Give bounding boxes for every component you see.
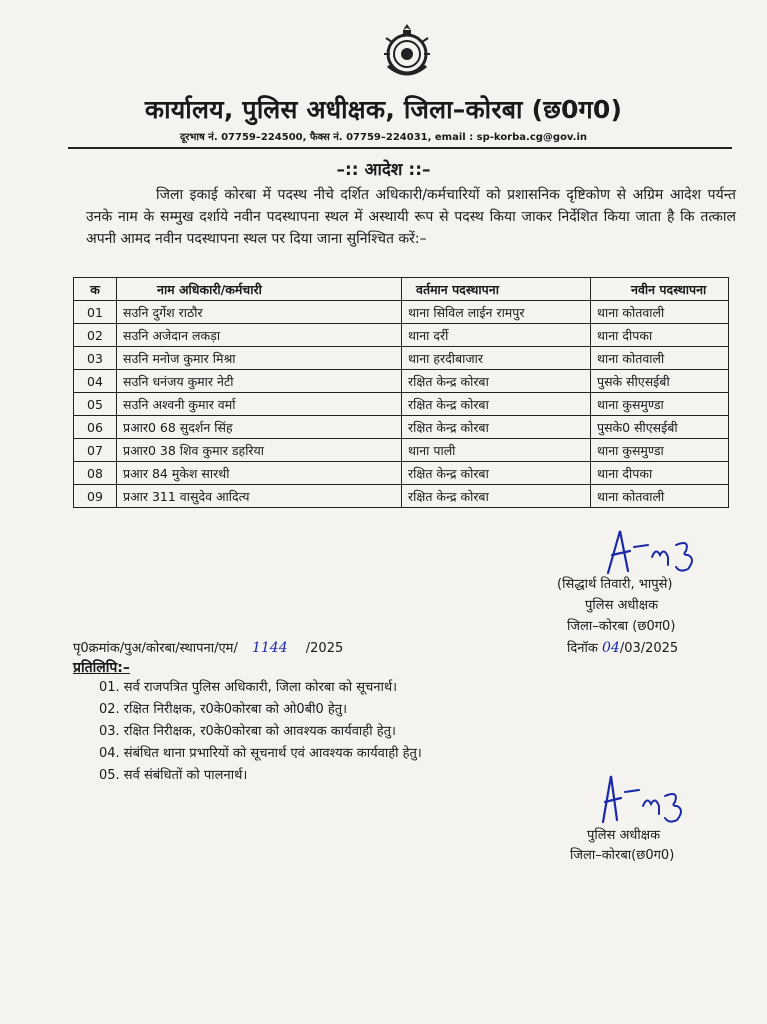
cell-serial: 08 xyxy=(74,462,117,485)
order-date xyxy=(567,638,678,656)
cell-name: सउनि दुर्गेश राठौर xyxy=(117,301,402,324)
list-item: 05. सर्व संबंधितों को पालनार्थ। xyxy=(99,768,248,783)
date-label: दिनॉक xyxy=(567,641,598,656)
col-serial: क xyxy=(74,278,117,301)
cell-current: थाना पाली xyxy=(402,439,591,462)
order-body xyxy=(86,184,736,250)
table-row xyxy=(74,462,729,485)
reference-prefix: पृ0क्रमांक/पुअ/कोरबा/स्थापना/एम/ xyxy=(73,641,238,656)
date-rest: /03/2025 xyxy=(619,641,679,656)
header-divider xyxy=(68,147,732,149)
list-item: 02. रक्षित निरीक्षक, र0के0कोरबा को ओ0बी0 हेतु। xyxy=(99,702,348,717)
police-emblem-icon xyxy=(382,22,432,82)
signatory-district: जिला–कोरबा (छ0ग0) xyxy=(567,619,676,634)
cell-new: थाना कुसमुण्डा xyxy=(591,393,729,416)
cell-serial: 03 xyxy=(74,347,117,370)
cell-new: थाना कोतवाली xyxy=(591,301,729,324)
contact-line: दूरभाष नं. 07759–224500, फैक्स नं. 07759–224031, email : sp-korba.cg@gov.in xyxy=(179,132,587,143)
order-body-text: जिला इकाई कोरबा में पदस्थ नीचे दर्शित अधिकारी/कर्मचारियों को प्रशासनिक दृष्टिकोण से अग्रिम आदेश पर्यन्त उनके नाम के सम्मुख दर्शाये नवीन पदस्थापना स्थल में अस्थायी रूप से पदस्थ किया जाकर निर्देशित किया जाता है कि तत्काल अपनी आमद नवीन पदस्थापना स्थल पर दिया जाना सुनिश्चित करें:– xyxy=(86,187,736,247)
copy-list xyxy=(99,677,422,787)
cell-new: थाना दीपका xyxy=(591,324,729,347)
cell-current: थाना दर्री xyxy=(402,324,591,347)
copy-heading: प्रतिलिपि:– xyxy=(73,660,130,676)
date-handwritten-day: 04 xyxy=(601,640,620,656)
col-current-posting: वर्तमान पदस्थापना xyxy=(402,278,591,301)
reference-handwritten-number: 1144 xyxy=(251,640,288,656)
handwritten-signature-footer xyxy=(585,770,695,830)
cell-serial: 07 xyxy=(74,439,117,462)
cell-name: प्रआर 84 मुकेश सारथी xyxy=(117,462,402,485)
footer-signatory-district: जिला–कोरबा(छ0ग0) xyxy=(570,848,675,863)
cell-serial: 02 xyxy=(74,324,117,347)
cell-serial: 04 xyxy=(74,370,117,393)
cell-new: पुसके सीएसईबी xyxy=(591,370,729,393)
handwritten-signature xyxy=(590,525,710,580)
footer-signatory-designation: पुलिस अधीक्षक xyxy=(587,828,661,843)
reference-number xyxy=(73,638,343,656)
cell-new: थाना कोतवाली xyxy=(591,347,729,370)
cell-serial: 09 xyxy=(74,485,117,508)
cell-current: रक्षित केन्द्र कोरबा xyxy=(402,462,591,485)
table-row xyxy=(74,485,729,508)
cell-current: रक्षित केन्द्र कोरबा xyxy=(402,370,591,393)
col-new-posting: नवीन पदस्थापना xyxy=(591,278,729,301)
table-row xyxy=(74,347,729,370)
cell-name: सउनि अश्वनी कुमार वर्मा xyxy=(117,393,402,416)
office-title: कार्यालय, पुलिस अधीक्षक, जिला–कोरबा (छ0ग0) xyxy=(144,95,623,124)
cell-serial: 01 xyxy=(74,301,117,324)
cell-name: प्रआर 311 वासुदेव आदित्य xyxy=(117,485,402,508)
col-name: नाम अधिकारी/कर्मचारी xyxy=(117,278,402,301)
cell-new: थाना कुसमुण्डा xyxy=(591,439,729,462)
reference-year: /2025 xyxy=(305,641,344,656)
table-row xyxy=(74,416,729,439)
transfer-table xyxy=(73,277,729,508)
list-item: 01. सर्व राजपत्रित पुलिस अधिकारी, जिला कोरबा को सूचनार्थ। xyxy=(99,680,398,695)
cell-serial: 06 xyxy=(74,416,117,439)
table-row xyxy=(74,301,729,324)
cell-current: रक्षित केन्द्र कोरबा xyxy=(402,485,591,508)
cell-new: थाना दीपका xyxy=(591,462,729,485)
cell-name: सउनि मनोज कुमार मिश्रा xyxy=(117,347,402,370)
table-header-row xyxy=(74,278,729,301)
cell-name: सउनि अजेदान लकड़ा xyxy=(117,324,402,347)
cell-name: प्रआर0 68 सुदर्शन सिंह xyxy=(117,416,402,439)
cell-serial: 05 xyxy=(74,393,117,416)
table-row xyxy=(74,370,729,393)
table-row xyxy=(74,393,729,416)
list-item: 04. संबंधित थाना प्रभारियों को सूचनार्थ एवं आवश्यक कार्यवाही हेतु। xyxy=(99,746,422,761)
signatory-name: (सिद्धार्थ तिवारी, भापुसे) xyxy=(557,577,673,592)
table-row xyxy=(74,324,729,347)
table-row xyxy=(74,439,729,462)
cell-current: रक्षित केन्द्र कोरबा xyxy=(402,393,591,416)
cell-new: थाना कोतवाली xyxy=(591,485,729,508)
list-item: 03. रक्षित निरीक्षक, र0के0कोरबा को आवश्यक कार्यवाही हेतु। xyxy=(99,724,396,739)
cell-current: थाना सिविल लाईन रामपुर xyxy=(402,301,591,324)
cell-name: प्रआर0 38 शिव कुमार डहरिया xyxy=(117,439,402,462)
cell-name: सउनि धनंजय कुमार नेटी xyxy=(117,370,402,393)
cell-new: पुसके0 सीएसईबी xyxy=(591,416,729,439)
cell-current: रक्षित केन्द्र कोरबा xyxy=(402,416,591,439)
cell-current: थाना हरदीबाजार xyxy=(402,347,591,370)
order-heading: –:: आदेश ::– xyxy=(336,160,431,180)
signatory-designation: पुलिस अधीक्षक xyxy=(585,598,659,613)
